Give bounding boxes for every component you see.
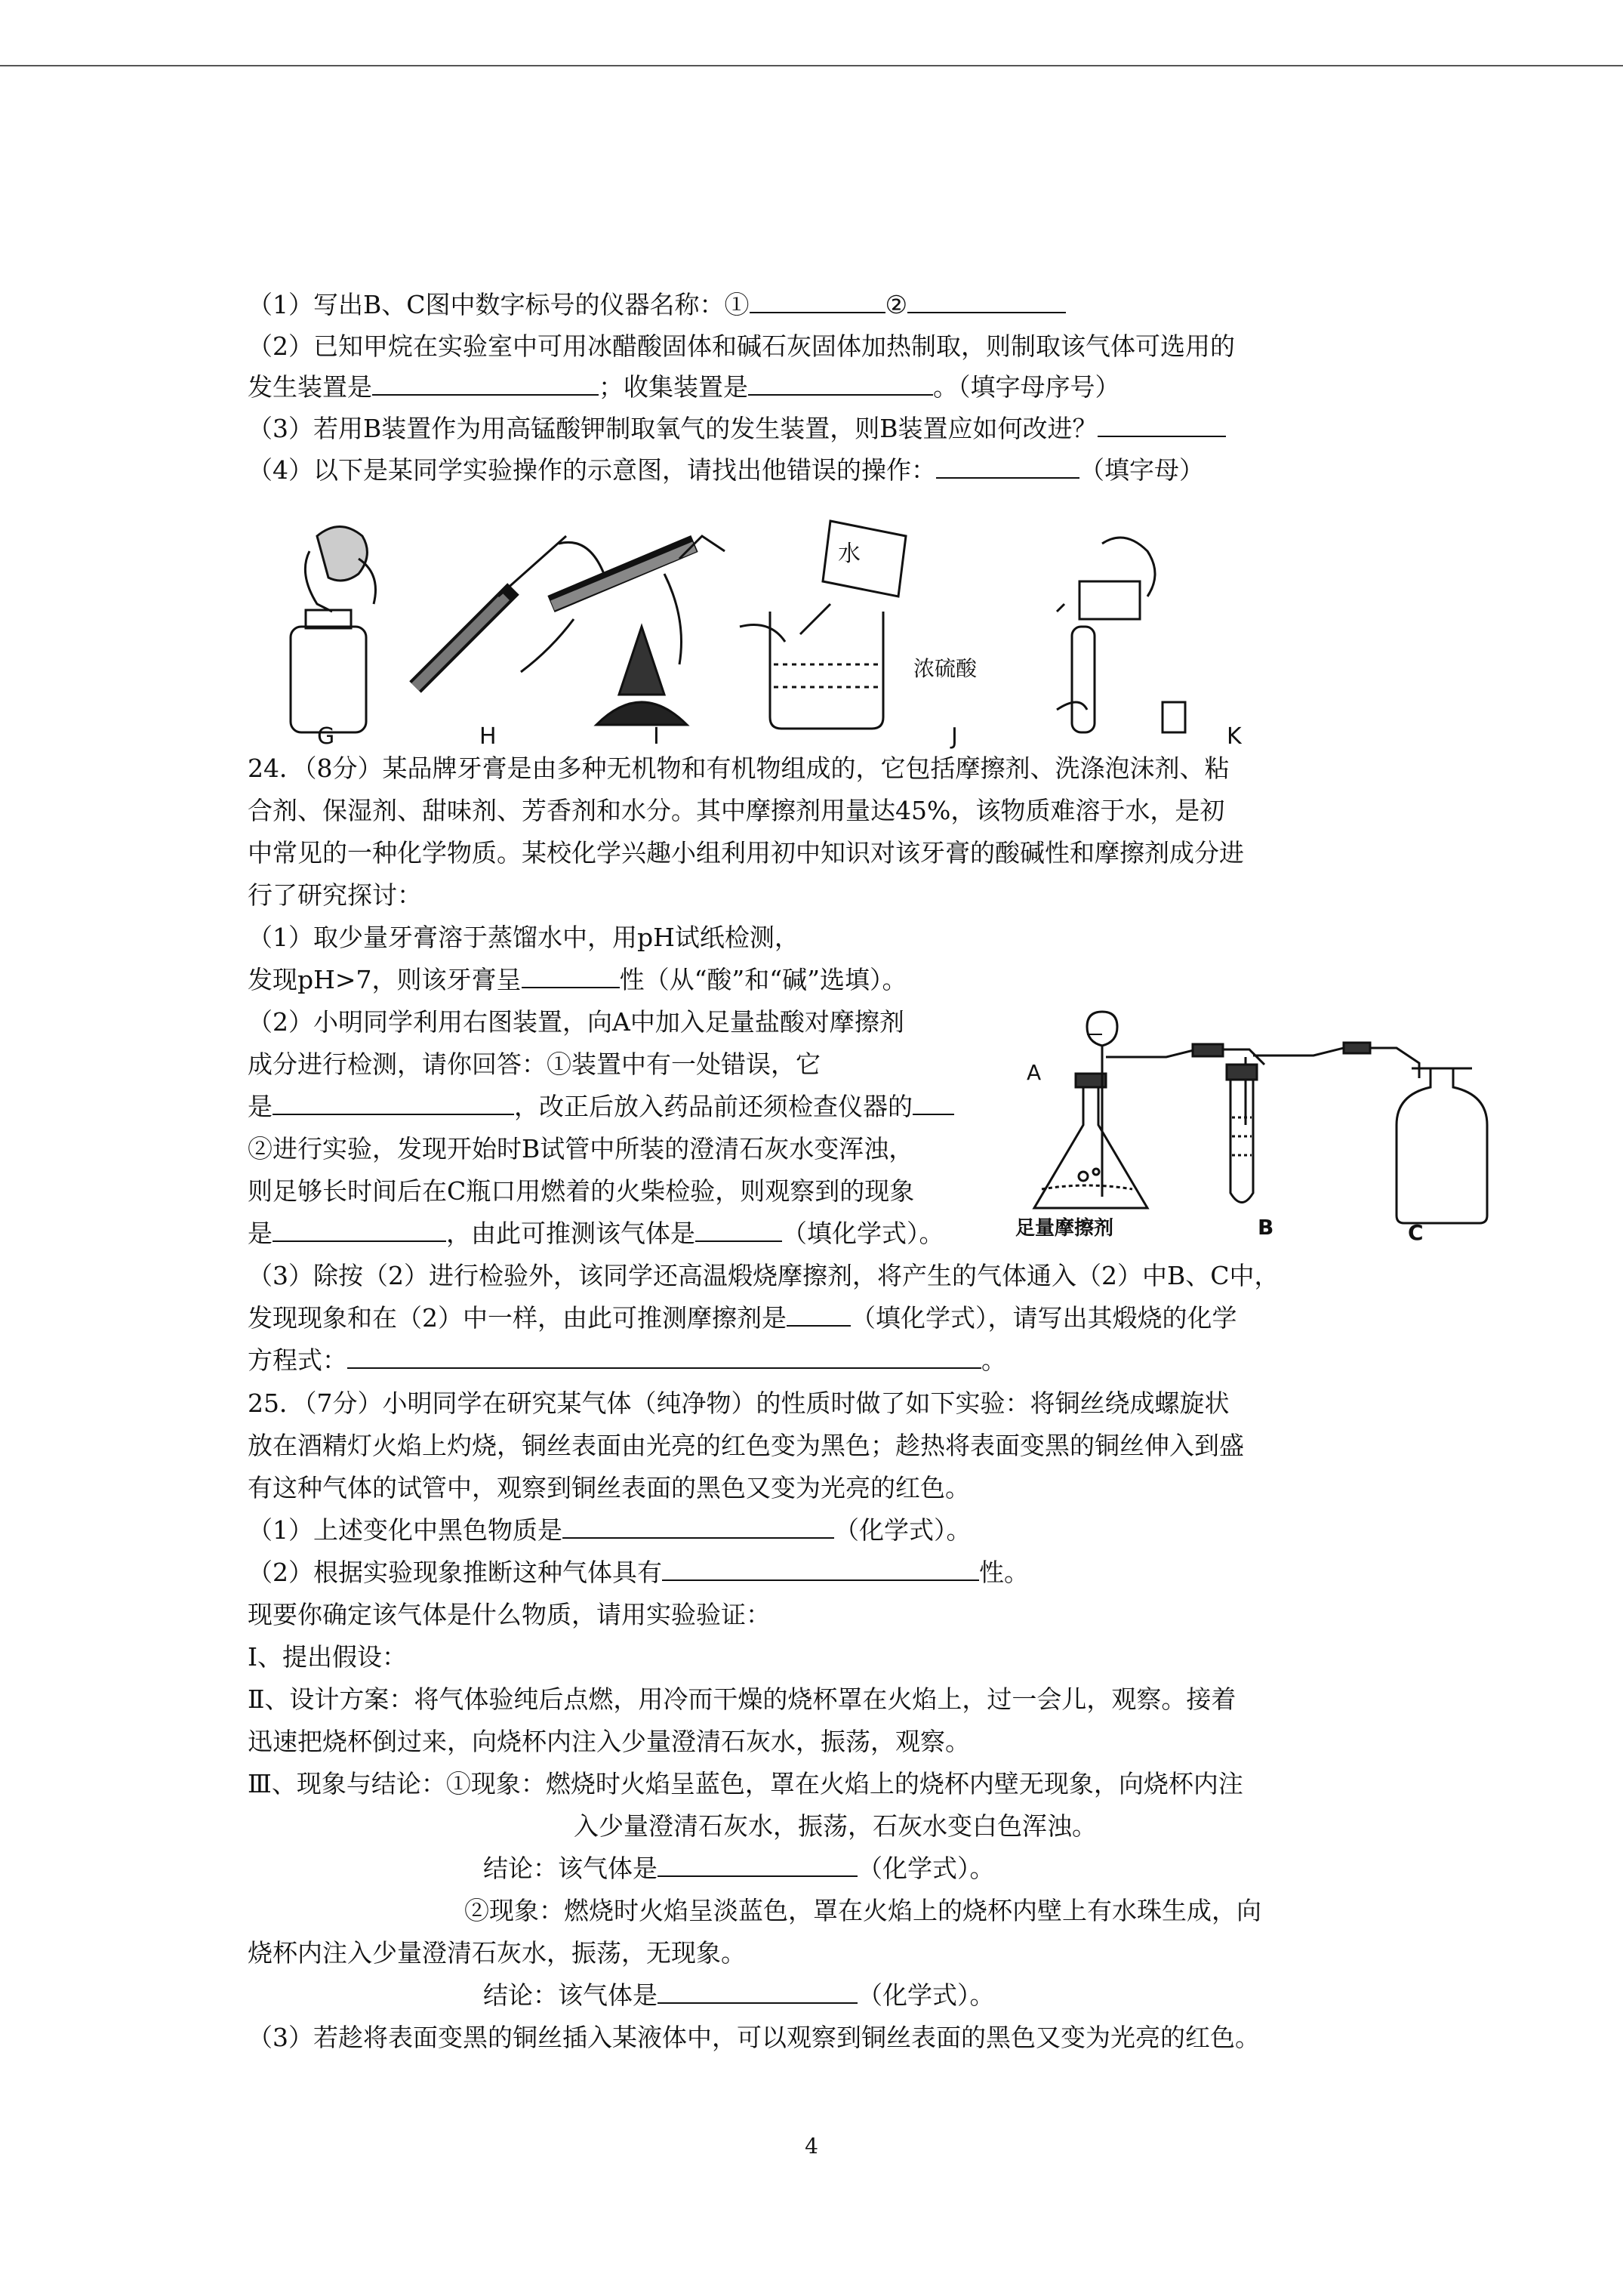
q25-conclusion2: 结论：该气体是 （化学式）。 [483, 1980, 995, 2010]
q24-part3-line3: 方程式： 。 [248, 1345, 1006, 1375]
figure-j-dilution [740, 521, 906, 729]
q25-line6: 现要你确定该气体是什么物质，请用实验验证： [248, 1600, 771, 1629]
q24-part3-line1: （3）除按（2）进行检验外，该同学还高温煅烧摩擦剂，将产生的气体通入（2）中B、C中， [248, 1261, 1280, 1290]
figure-label-g: G [317, 723, 335, 750]
figure-j-water-label: 水 [838, 541, 861, 567]
q25-part2: （2）根据实验现象推断这种气体具有 性。 [248, 1558, 1029, 1587]
test-tube-b [1227, 1065, 1257, 1203]
q24-part2-line3: 是 ，改正后放入药品前还须检查仪器的 [248, 1090, 954, 1123]
lab-operations-figure [272, 513, 1329, 750]
apparatus-label-c: C [1408, 1220, 1424, 1245]
q23-part2-line1: （2）已知甲烷在实验室中可用冰醋酸固体和碱石灰固体加热制取，则制取该气体可选用的 [248, 331, 1235, 361]
q24-line2: 合剂、保湿剂、甜味剂、芳香剂和水分。其中摩擦剂用量达45%，该物质难溶于水，是初 [248, 796, 1225, 825]
apparatus-figure [1015, 997, 1480, 1253]
connector-tube-2 [1253, 1048, 1419, 1078]
q25-design-line2: 迅速把烧杯倒过来，向烧杯内注入少量澄清石灰水，振荡，观察。 [248, 1727, 970, 1756]
q24-line1: 24．（8分）某品牌牙膏是由多种无机物和有机物组成的，它包括摩擦剂、洗涤泡沫剂、粘 [248, 754, 1230, 783]
q25-design-line1: Ⅱ、设计方案：将气体验纯后点燃，用冷而干燥的烧杯罩在火焰上，过一会儿，观察。接着 [248, 1684, 1236, 1714]
figure-k-pouring [1057, 538, 1185, 732]
apparatus-label-b: B [1258, 1215, 1274, 1240]
page-number: 4 [805, 2134, 818, 2159]
q23-part1: （1）写出B、C图中数字标号的仪器名称：① ② [248, 288, 1066, 322]
figure-h-dropper [415, 536, 604, 687]
q23-part2-line2: 发生装置是 ；收集装置是 。（填字母序号） [248, 372, 1120, 402]
q25-observation1-line2: 入少量澄清石灰水，振荡，石灰水变白色浑浊。 [574, 1811, 1097, 1841]
apparatus-label-a: A [1027, 1060, 1042, 1085]
q24-line4: 行了研究探讨： [248, 880, 422, 910]
bottle-c [1397, 1068, 1487, 1223]
q24-part2-line5: 则足够长时间后在C瓶口用燃着的火柴检验，则观察到的现象 [248, 1176, 915, 1206]
q25-hypothesis: Ⅰ、提出假设： [248, 1642, 408, 1672]
q24-part3-line2: 发现现象和在（2）中一样，由此可推测摩擦剂是 （填化学式），请写出其煅烧的化学 [248, 1303, 1237, 1333]
figure-g-smelling [291, 527, 376, 733]
q24-line3: 中常见的一种化学物质。某校化学兴趣小组利用初中知识对该牙膏的酸碱性和摩擦剂成分进 [248, 838, 1244, 868]
q25-part3: （3）若趁将表面变黑的铜丝插入某液体中，可以观察到铜丝表面的黑色又变为光亮的红色。 [248, 2023, 1260, 2052]
figure-label-k: K [1227, 723, 1242, 750]
q23-part3: （3）若用B装置作为用高锰酸钾制取氧气的发生装置，则B装置应如何改进？ [248, 412, 1226, 445]
q25-observation2-line2: 烧杯内注入少量澄清石灰水，振荡，无现象。 [248, 1938, 746, 1968]
figure-label-h: H [479, 723, 497, 750]
q25-part1: （1）上述变化中黑色物质是 （化学式）。 [248, 1515, 972, 1545]
q25-line3: 有这种气体的试管中，观察到铜丝表面的黑色又变为光亮的红色。 [248, 1473, 970, 1502]
q24-part1-line1: （1）取少量牙膏溶于蒸馏水中，用pH试纸检测， [248, 923, 799, 952]
q25-line2: 放在酒精灯火焰上灼烧，铜丝表面由光亮的红色变为黑色；趁热将表面变黑的铜丝伸入到盛 [248, 1431, 1244, 1460]
q25-line1: 25．（7分）小明同学在研究某气体（纯净物）的性质时做了如下实验：将铜丝绕成螺旋状 [248, 1388, 1230, 1418]
q25-observation1-line1: Ⅲ、现象与结论：①现象：燃烧时火焰呈蓝色，罩在火焰上的烧杯内壁无现象，向烧杯内注 [248, 1769, 1243, 1798]
header-rule [0, 65, 1623, 66]
figure-label-i: I [653, 723, 660, 750]
connector-tube-1 [1106, 1049, 1264, 1065]
q24-part2-line6: 是 ，由此可推测该气体是 （填化学式）。 [248, 1219, 944, 1248]
figure-label-j: J [951, 723, 958, 750]
apparatus-caption: 足量摩擦剂 [1015, 1217, 1114, 1240]
q24-part2-line1: （2）小明同学利用右图装置，向A中加入足量盐酸对摩擦剂 [248, 1007, 904, 1037]
q25-conclusion1: 结论：该气体是 （化学式）。 [483, 1854, 995, 1883]
q24-part1-line2: 发现pH>7，则该牙膏呈 性（从“酸”和“碱”选填）。 [248, 965, 907, 994]
q25-observation2-line1: ②现象：燃烧时火焰呈淡蓝色，罩在火焰上的烧杯内壁上有水珠生成，向 [464, 1896, 1261, 1925]
q23-part4: （4）以下是某同学实验操作的示意图，请找出他错误的操作： （填字母） [248, 455, 1204, 485]
flask-a [1034, 1012, 1147, 1208]
figure-i-heating [551, 536, 725, 725]
q24-part2-line2: 成分进行检测，请你回答：①装置中有一处错误，它 [248, 1049, 821, 1079]
figure-j-acid-label: 浓硫酸 [913, 656, 978, 681]
q24-part2-line4: ②进行实验，发现开始时B试管中所装的澄清石灰水变浑浊， [248, 1134, 914, 1163]
